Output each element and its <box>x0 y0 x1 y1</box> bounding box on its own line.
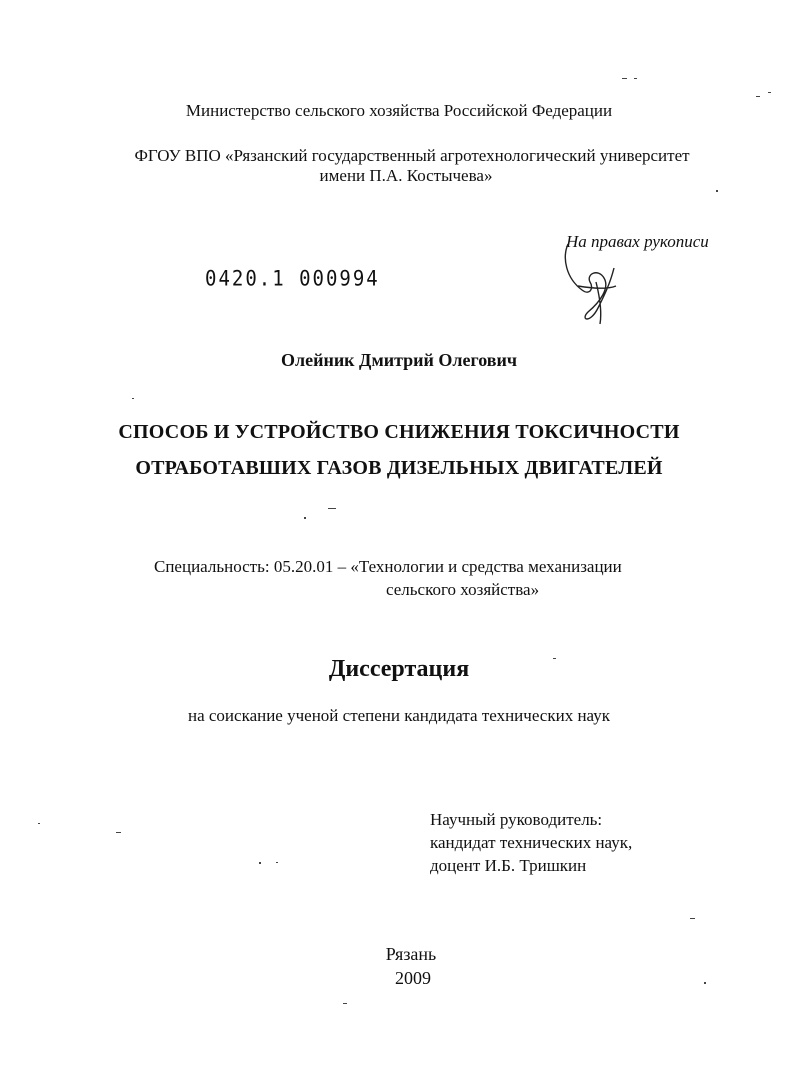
supervisor-name: доцент И.Б. Тришкин <box>430 856 587 875</box>
dissertation-title-line-1: СПОСОБ И УСТРОЙСТВО СНИЖЕНИЯ ТОКСИЧНОСТИ <box>118 421 680 443</box>
specialty-line-1: Специальность: 05.20.01 – «Технологии и средства механизации <box>154 557 622 576</box>
university-line-1: ФГОУ ВПО «Рязанский государственный агротехнологический университет <box>134 146 690 165</box>
degree-line: на соискание ученой степени кандидата технических наук <box>187 706 610 725</box>
registration-number: 0420.1 000994 <box>205 266 380 292</box>
supervisor-degree: кандидат технических наук, <box>430 833 633 852</box>
author-name: Олейник Дмитрий Олегович <box>280 350 517 370</box>
specialty-line-2: сельского хозяйства» <box>386 580 540 599</box>
manuscript-note: На правах рукописи <box>566 232 709 251</box>
year: 2009 <box>395 968 431 988</box>
supervisor-label: Научный руководитель: <box>430 810 603 829</box>
city: Рязань <box>385 944 437 964</box>
university-line-2: имени П.А. Костычева» <box>319 166 493 185</box>
dissertation-title-line-2: ОТРАБОТАВШИХ ГАЗОВ ДИЗЕЛЬНЫХ ДВИГАТЕЛЕЙ <box>135 457 663 479</box>
ministry-name: Министерство сельского хозяйства Российской Федерации <box>185 101 613 120</box>
document-type: Диссертация <box>328 656 470 682</box>
signature-icon <box>560 238 630 328</box>
